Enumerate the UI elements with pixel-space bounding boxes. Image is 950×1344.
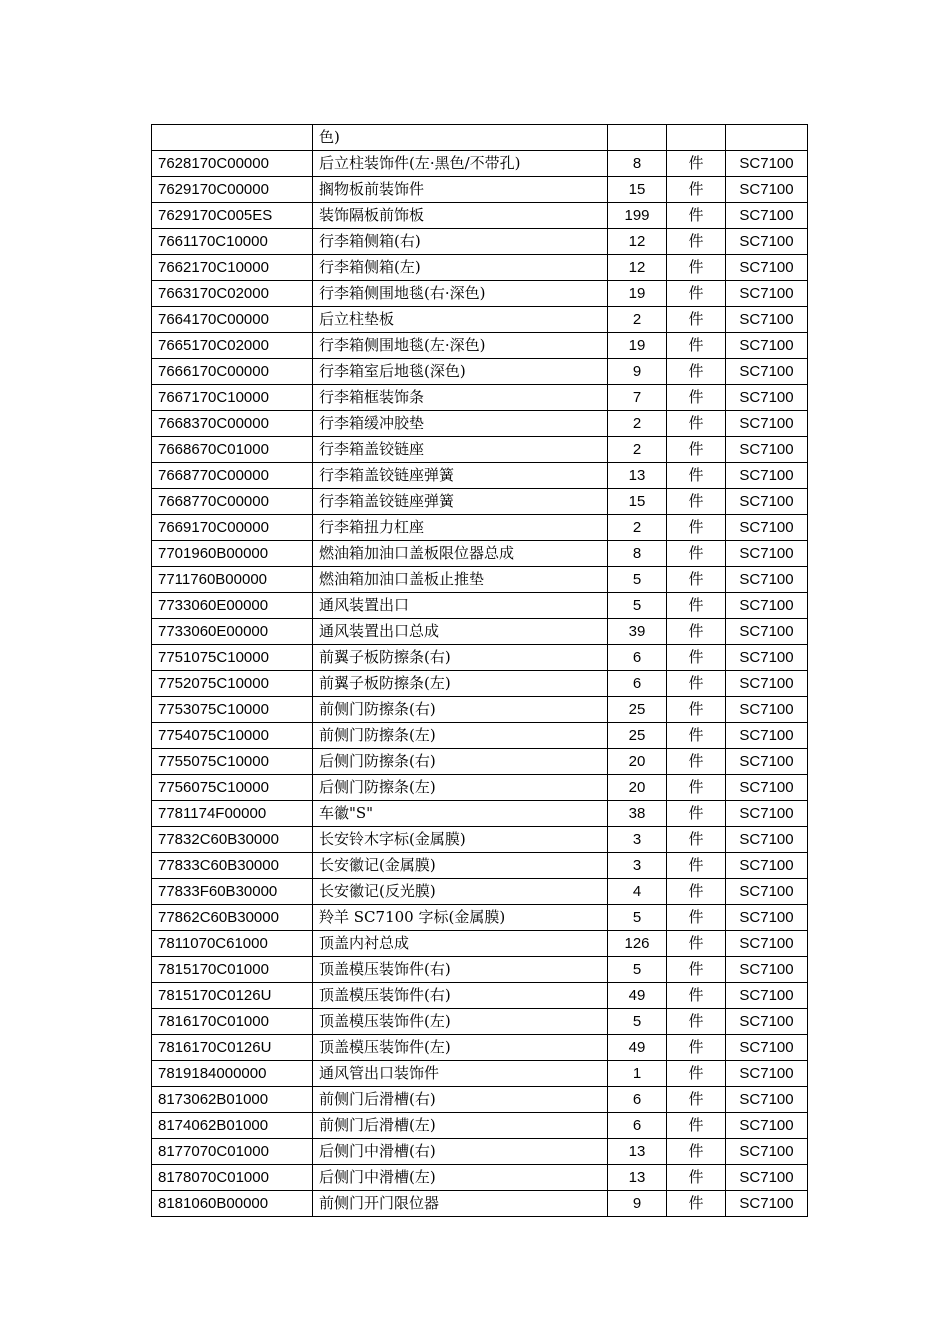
unit-cell: 件 <box>667 671 726 697</box>
part-code-cell: 7663170C02000 <box>152 281 313 307</box>
model-cell: SC7100 <box>726 775 808 801</box>
part-code-cell: 7666170C00000 <box>152 359 313 385</box>
part-name-cell: 前侧门开门限位器 <box>313 1191 608 1217</box>
table-row <box>152 1113 808 1139</box>
quantity-cell: 13 <box>608 1139 667 1165</box>
model-cell: SC7100 <box>726 255 808 281</box>
unit-cell: 件 <box>667 619 726 645</box>
quantity-cell: 15 <box>608 489 667 515</box>
table-row <box>152 151 808 177</box>
quantity-cell: 9 <box>608 1191 667 1217</box>
quantity-cell: 126 <box>608 931 667 957</box>
unit-cell: 件 <box>667 723 726 749</box>
table-row <box>152 957 808 983</box>
part-name-cell: 顶盖模压装饰件(左) <box>313 1009 608 1035</box>
table-row <box>152 697 808 723</box>
model-cell: SC7100 <box>726 593 808 619</box>
table-row <box>152 541 808 567</box>
table-row <box>152 307 808 333</box>
quantity-cell: 20 <box>608 749 667 775</box>
part-name-cell: 燃油箱加油口盖板止推垫 <box>313 567 608 593</box>
model-cell: SC7100 <box>726 515 808 541</box>
quantity-cell: 8 <box>608 151 667 177</box>
quantity-cell: 2 <box>608 515 667 541</box>
table-row <box>152 1035 808 1061</box>
model-cell: SC7100 <box>726 853 808 879</box>
quantity-cell: 9 <box>608 359 667 385</box>
part-code-cell: 7815170C0126U <box>152 983 313 1009</box>
unit-cell: 件 <box>667 1009 726 1035</box>
part-code-cell: 77833F60B30000 <box>152 879 313 905</box>
table-row <box>152 437 808 463</box>
model-cell: SC7100 <box>726 229 808 255</box>
table-row <box>152 1087 808 1113</box>
quantity-cell: 25 <box>608 697 667 723</box>
unit-cell: 件 <box>667 437 726 463</box>
part-code-cell: 8181060B00000 <box>152 1191 313 1217</box>
part-name-cell: 行李箱侧箱(左) <box>313 255 608 281</box>
part-name-cell: 顶盖内衬总成 <box>313 931 608 957</box>
unit-cell: 件 <box>667 255 726 281</box>
model-cell: SC7100 <box>726 307 808 333</box>
table-row <box>152 827 808 853</box>
unit-cell: 件 <box>667 489 726 515</box>
model-cell: SC7100 <box>726 957 808 983</box>
part-code-cell: 7668670C01000 <box>152 437 313 463</box>
part-code-cell: 7629170C00000 <box>152 177 313 203</box>
part-code-cell: 7754075C10000 <box>152 723 313 749</box>
part-name-cell: 后侧门中滑槽(左) <box>313 1165 608 1191</box>
unit-cell: 件 <box>667 1113 726 1139</box>
part-code-cell: 7669170C00000 <box>152 515 313 541</box>
part-name-cell: 顶盖模压装饰件(右) <box>313 983 608 1009</box>
parts-table-body <box>152 125 808 1217</box>
model-cell: SC7100 <box>726 1139 808 1165</box>
model-cell: SC7100 <box>726 463 808 489</box>
quantity-cell: 2 <box>608 437 667 463</box>
unit-cell: 件 <box>667 749 726 775</box>
model-cell: SC7100 <box>726 983 808 1009</box>
model-cell: SC7100 <box>726 411 808 437</box>
part-name-cell: 行李箱室后地毯(深色) <box>313 359 608 385</box>
quantity-cell: 12 <box>608 229 667 255</box>
model-cell: SC7100 <box>726 541 808 567</box>
table-row <box>152 1191 808 1217</box>
quantity-cell: 4 <box>608 879 667 905</box>
unit-cell: 件 <box>667 775 726 801</box>
table-row <box>152 593 808 619</box>
quantity-cell: 3 <box>608 853 667 879</box>
table-row <box>152 229 808 255</box>
quantity-cell: 19 <box>608 281 667 307</box>
unit-cell: 件 <box>667 801 726 827</box>
part-name-cell: 行李箱盖铰链座 <box>313 437 608 463</box>
model-cell: SC7100 <box>726 619 808 645</box>
part-code-cell: 7701960B00000 <box>152 541 313 567</box>
part-code-cell: 7751075C10000 <box>152 645 313 671</box>
part-name-cell: 行李箱扭力杠座 <box>313 515 608 541</box>
unit-cell: 件 <box>667 307 726 333</box>
model-cell: SC7100 <box>726 697 808 723</box>
part-name-cell: 行李箱盖铰链座弹簧 <box>313 463 608 489</box>
part-name-cell: 羚羊 SC7100 字标(金属膜) <box>313 905 608 931</box>
part-code-cell: 7819184000000 <box>152 1061 313 1087</box>
part-code-cell: 7756075C10000 <box>152 775 313 801</box>
unit-cell: 件 <box>667 567 726 593</box>
unit-cell: 件 <box>667 1139 726 1165</box>
unit-cell: 件 <box>667 827 726 853</box>
part-name-cell: 顶盖模压装饰件(右) <box>313 957 608 983</box>
unit-cell: 件 <box>667 463 726 489</box>
table-row <box>152 723 808 749</box>
table-row <box>152 879 808 905</box>
part-name-cell: 后立柱装饰件(左·黑色/不带孔) <box>313 151 608 177</box>
quantity-cell: 6 <box>608 645 667 671</box>
part-code-cell: 7752075C10000 <box>152 671 313 697</box>
part-code-cell: 7733060E00000 <box>152 593 313 619</box>
unit-cell: 件 <box>667 645 726 671</box>
part-code-cell: 7668770C00000 <box>152 463 313 489</box>
part-code-cell: 77862C60B30000 <box>152 905 313 931</box>
unit-cell: 件 <box>667 1191 726 1217</box>
part-name-cell: 顶盖模压装饰件(左) <box>313 1035 608 1061</box>
part-code-cell: 7815170C01000 <box>152 957 313 983</box>
unit-cell: 件 <box>667 1035 726 1061</box>
table-row <box>152 619 808 645</box>
quantity-cell: 13 <box>608 463 667 489</box>
quantity-cell: 19 <box>608 333 667 359</box>
part-code-cell: 7668370C00000 <box>152 411 313 437</box>
quantity-cell: 20 <box>608 775 667 801</box>
part-name-cell: 通风装置出口总成 <box>313 619 608 645</box>
table-row <box>152 385 808 411</box>
quantity-cell: 6 <box>608 1087 667 1113</box>
unit-cell: 件 <box>667 593 726 619</box>
quantity-cell: 5 <box>608 1009 667 1035</box>
model-cell: SC7100 <box>726 385 808 411</box>
part-name-cell: 前翼子板防擦条(右) <box>313 645 608 671</box>
model-cell: SC7100 <box>726 177 808 203</box>
part-name-cell: 行李箱侧围地毯(左·深色) <box>313 333 608 359</box>
model-cell: SC7100 <box>726 931 808 957</box>
unit-cell: 件 <box>667 853 726 879</box>
quantity-cell: 6 <box>608 1113 667 1139</box>
model-cell: SC7100 <box>726 333 808 359</box>
unit-cell <box>667 125 726 151</box>
model-cell: SC7100 <box>726 437 808 463</box>
part-name-cell: 行李箱盖铰链座弹簧 <box>313 489 608 515</box>
unit-cell: 件 <box>667 359 726 385</box>
part-code-cell: 7668770C00000 <box>152 489 313 515</box>
quantity-cell: 1 <box>608 1061 667 1087</box>
part-name-cell: 车徽"S" <box>313 801 608 827</box>
part-code-cell: 7661170C10000 <box>152 229 313 255</box>
unit-cell: 件 <box>667 1165 726 1191</box>
table-row <box>152 749 808 775</box>
part-code-cell: 7733060E00000 <box>152 619 313 645</box>
unit-cell: 件 <box>667 931 726 957</box>
part-name-cell: 后侧门中滑槽(右) <box>313 1139 608 1165</box>
quantity-cell: 13 <box>608 1165 667 1191</box>
part-code-cell: 7811070C61000 <box>152 931 313 957</box>
quantity-cell: 49 <box>608 983 667 1009</box>
part-code-cell: 7755075C10000 <box>152 749 313 775</box>
quantity-cell: 3 <box>608 827 667 853</box>
table-row <box>152 1009 808 1035</box>
part-name-cell: 通风管出口装饰件 <box>313 1061 608 1087</box>
part-name-cell: 后立柱垫板 <box>313 307 608 333</box>
quantity-cell: 6 <box>608 671 667 697</box>
unit-cell: 件 <box>667 385 726 411</box>
table-row <box>152 333 808 359</box>
quantity-cell: 5 <box>608 593 667 619</box>
table-row <box>152 177 808 203</box>
model-cell: SC7100 <box>726 1009 808 1035</box>
quantity-cell: 2 <box>608 411 667 437</box>
part-name-cell: 后侧门防擦条(右) <box>313 749 608 775</box>
table-row <box>152 645 808 671</box>
quantity-cell: 8 <box>608 541 667 567</box>
model-cell: SC7100 <box>726 489 808 515</box>
model-cell: SC7100 <box>726 567 808 593</box>
unit-cell: 件 <box>667 281 726 307</box>
table-row <box>152 853 808 879</box>
model-cell: SC7100 <box>726 723 808 749</box>
part-code-cell: 8178070C01000 <box>152 1165 313 1191</box>
part-name-cell: 长安徽记(反光膜) <box>313 879 608 905</box>
model-cell: SC7100 <box>726 359 808 385</box>
part-name-cell: 色) <box>313 125 608 151</box>
unit-cell: 件 <box>667 957 726 983</box>
table-row <box>152 671 808 697</box>
model-cell: SC7100 <box>726 905 808 931</box>
model-cell: SC7100 <box>726 1035 808 1061</box>
quantity-cell: 199 <box>608 203 667 229</box>
table-row <box>152 203 808 229</box>
quantity-cell: 15 <box>608 177 667 203</box>
unit-cell: 件 <box>667 1087 726 1113</box>
model-cell: SC7100 <box>726 203 808 229</box>
unit-cell: 件 <box>667 203 726 229</box>
table-row <box>152 359 808 385</box>
quantity-cell <box>608 125 667 151</box>
unit-cell: 件 <box>667 411 726 437</box>
table-row <box>152 931 808 957</box>
quantity-cell: 2 <box>608 307 667 333</box>
table-row <box>152 515 808 541</box>
model-cell <box>726 125 808 151</box>
part-code-cell: 7667170C10000 <box>152 385 313 411</box>
part-code-cell: 7753075C10000 <box>152 697 313 723</box>
model-cell: SC7100 <box>726 1165 808 1191</box>
part-code-cell: 77832C60B30000 <box>152 827 313 853</box>
unit-cell: 件 <box>667 905 726 931</box>
model-cell: SC7100 <box>726 801 808 827</box>
model-cell: SC7100 <box>726 1113 808 1139</box>
part-name-cell: 搁物板前装饰件 <box>313 177 608 203</box>
table-row <box>152 489 808 515</box>
part-name-cell: 行李箱侧围地毯(右·深色) <box>313 281 608 307</box>
part-code-cell: 7711760B00000 <box>152 567 313 593</box>
model-cell: SC7100 <box>726 1061 808 1087</box>
part-code-cell: 8177070C01000 <box>152 1139 313 1165</box>
quantity-cell: 5 <box>608 567 667 593</box>
model-cell: SC7100 <box>726 749 808 775</box>
unit-cell: 件 <box>667 1061 726 1087</box>
quantity-cell: 12 <box>608 255 667 281</box>
table-row <box>152 463 808 489</box>
part-code-cell: 7816170C0126U <box>152 1035 313 1061</box>
model-cell: SC7100 <box>726 281 808 307</box>
quantity-cell: 49 <box>608 1035 667 1061</box>
part-code-cell: 7781174F00000 <box>152 801 313 827</box>
quantity-cell: 5 <box>608 957 667 983</box>
part-code-cell: 7628170C00000 <box>152 151 313 177</box>
model-cell: SC7100 <box>726 1087 808 1113</box>
table-row <box>152 1139 808 1165</box>
unit-cell: 件 <box>667 541 726 567</box>
model-cell: SC7100 <box>726 827 808 853</box>
part-name-cell: 前侧门防擦条(左) <box>313 723 608 749</box>
table-row <box>152 801 808 827</box>
table-row <box>152 775 808 801</box>
model-cell: SC7100 <box>726 151 808 177</box>
part-code-cell: 7664170C00000 <box>152 307 313 333</box>
part-name-cell: 行李箱缓冲胶垫 <box>313 411 608 437</box>
part-code-cell: 7665170C02000 <box>152 333 313 359</box>
quantity-cell: 25 <box>608 723 667 749</box>
part-code-cell: 7629170C005ES <box>152 203 313 229</box>
table-row <box>152 1061 808 1087</box>
unit-cell: 件 <box>667 515 726 541</box>
model-cell: SC7100 <box>726 645 808 671</box>
unit-cell: 件 <box>667 333 726 359</box>
part-name-cell: 后侧门防擦条(左) <box>313 775 608 801</box>
part-name-cell: 装饰隔板前饰板 <box>313 203 608 229</box>
table-row <box>152 905 808 931</box>
quantity-cell: 39 <box>608 619 667 645</box>
part-name-cell: 长安铃木字标(金属膜) <box>313 827 608 853</box>
table-row <box>152 125 808 151</box>
part-name-cell: 行李箱侧箱(右) <box>313 229 608 255</box>
part-code-cell <box>152 125 313 151</box>
unit-cell: 件 <box>667 151 726 177</box>
part-code-cell: 7816170C01000 <box>152 1009 313 1035</box>
part-name-cell: 长安徽记(金属膜) <box>313 853 608 879</box>
unit-cell: 件 <box>667 697 726 723</box>
part-name-cell: 通风装置出口 <box>313 593 608 619</box>
part-code-cell: 7662170C10000 <box>152 255 313 281</box>
parts-table <box>151 124 808 1217</box>
part-name-cell: 前翼子板防擦条(左) <box>313 671 608 697</box>
part-code-cell: 8174062B01000 <box>152 1113 313 1139</box>
part-name-cell: 燃油箱加油口盖板限位器总成 <box>313 541 608 567</box>
part-name-cell: 前侧门后滑槽(左) <box>313 1113 608 1139</box>
table-row <box>152 281 808 307</box>
table-row <box>152 567 808 593</box>
part-name-cell: 前侧门后滑槽(右) <box>313 1087 608 1113</box>
table-row <box>152 983 808 1009</box>
quantity-cell: 38 <box>608 801 667 827</box>
table-row <box>152 255 808 281</box>
model-cell: SC7100 <box>726 1191 808 1217</box>
model-cell: SC7100 <box>726 671 808 697</box>
unit-cell: 件 <box>667 229 726 255</box>
unit-cell: 件 <box>667 983 726 1009</box>
quantity-cell: 5 <box>608 905 667 931</box>
part-name-cell: 前侧门防擦条(右) <box>313 697 608 723</box>
table-row <box>152 411 808 437</box>
quantity-cell: 7 <box>608 385 667 411</box>
model-cell: SC7100 <box>726 879 808 905</box>
unit-cell: 件 <box>667 177 726 203</box>
part-name-cell: 行李箱框装饰条 <box>313 385 608 411</box>
unit-cell: 件 <box>667 879 726 905</box>
part-code-cell: 77833C60B30000 <box>152 853 313 879</box>
part-code-cell: 8173062B01000 <box>152 1087 313 1113</box>
table-row <box>152 1165 808 1191</box>
